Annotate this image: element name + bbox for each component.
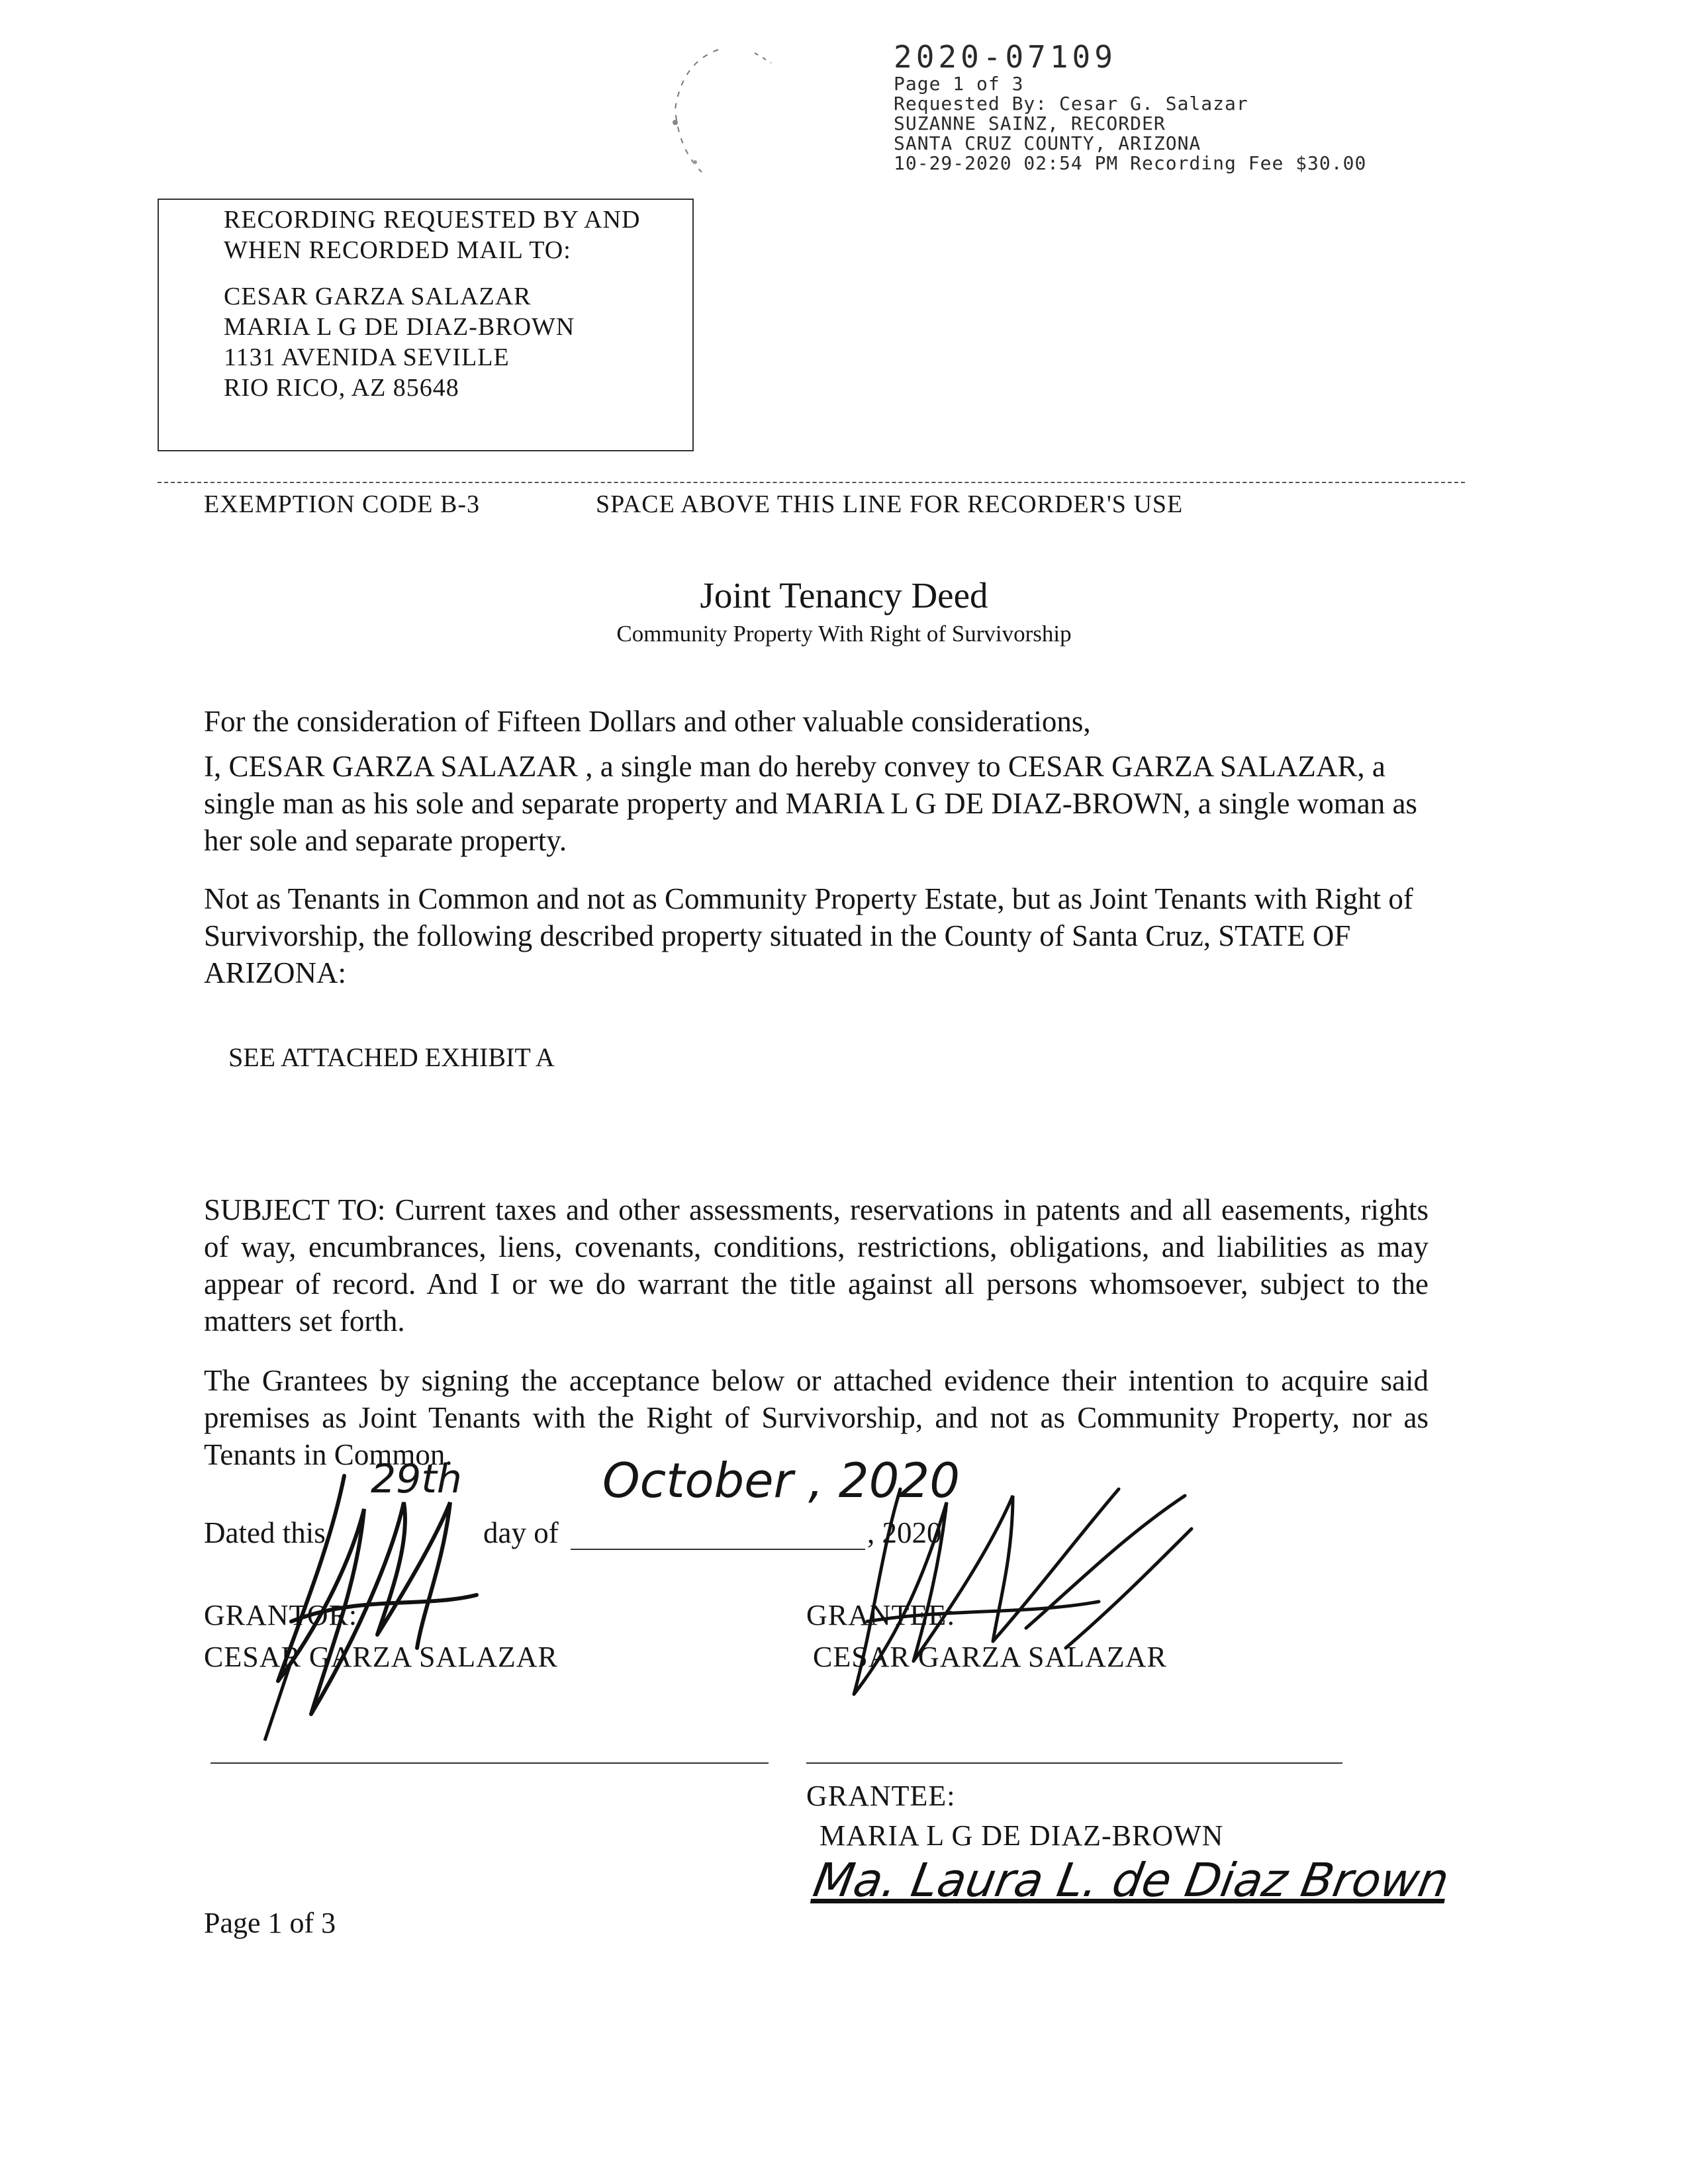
recorder-space-note: SPACE ABOVE THIS LINE FOR RECORDER'S USE [596, 490, 1184, 518]
mailing-street: 1131 AVENIDA SEVILLE [224, 343, 510, 371]
grantor-signature-line [211, 1762, 769, 1764]
grantee1-label: GRANTEE: [806, 1599, 956, 1631]
exhibit-reference: SEE ATTACHED EXHIBIT A [228, 1042, 555, 1072]
subject-to-text: SUBJECT TO: Current taxes and other assessments, reservations in patents and all easements, rights of way, encumbrances, liens, covenants, conditions, restrictions, obligations, and liabilities as may appear of record. And I or we do warrant the title against all persons whomsoever, subject to the matters set forth. [204, 1193, 1429, 1338]
handwritten-month: October , 2020 [602, 1453, 961, 1508]
dated-prefix: Dated this [204, 1516, 326, 1549]
tenancy-text: Not as Tenants in Common and not as Community Property Estate, but as Joint Tenants with Right of Survivorship, the following described property situated in the County of Santa Cruz, STATE OF ARIZONA: [204, 882, 1413, 989]
stamp-county: SANTA CRUZ COUNTY, ARIZONA [894, 132, 1201, 154]
consideration-text: For the consideration of Fifteen Dollars and other valuable considerations, [204, 705, 1091, 738]
recorder-space-divider [158, 482, 1465, 483]
grantees-statement: The Grantees by signing the acceptance below or attached evidence their intention to acquire said premises as Joint Tenants with the Right of Survivorship, and not as Community Property, nor as Tenants in Common. [204, 1364, 1429, 1471]
stamp-recorder: SUZANNE SAINZ, RECORDER [894, 113, 1166, 134]
grantee1-name: CESAR GARZA SALAZAR [813, 1641, 1167, 1673]
dated-day-suffix: day of [483, 1516, 559, 1549]
mailing-name-2: MARIA L G DE DIAZ-BROWN [224, 313, 575, 341]
exemption-code: EXEMPTION CODE B-3 [204, 490, 480, 518]
mailing-city: RIO RICO, AZ 85648 [224, 374, 459, 402]
recorder-seal-icon [655, 36, 794, 189]
stamp-page: Page 1 of 3 [894, 73, 1024, 95]
document-number: 2020-07109 [894, 39, 1117, 75]
mailing-address-box [158, 199, 694, 451]
handwritten-day: 29th [371, 1456, 462, 1502]
grantee2-name: MARIA L G DE DIAZ-BROWN [820, 1819, 1224, 1852]
deed-title: Joint Tenancy Deed [700, 575, 988, 615]
grantee2-signature-line [806, 1762, 1342, 1764]
grantor-label: GRANTOR: [204, 1599, 358, 1631]
grantee2-signature: Ma. Laura L. de Diaz Brown [809, 1853, 1453, 1907]
grantor-signature [252, 1463, 503, 1754]
mailing-header-2: WHEN RECORDED MAIL TO: [224, 236, 571, 264]
mailing-name-1: CESAR GARZA SALAZAR [224, 283, 532, 310]
deed-subtitle: Community Property With Right of Survivorship [616, 621, 1072, 647]
dated-year: , 2020 [867, 1516, 942, 1549]
grantor-name: CESAR GARZA SALAZAR [204, 1641, 558, 1673]
conveyance-text: I, CESAR GARZA SALAZAR , a single man do hereby convey to CESAR GARZA SALAZAR, a single man as his sole and separate property and MARIA L G DE DIAZ-BROWN, a single woman as her sole and separate property. [204, 750, 1417, 857]
stamp-recorded: 10-29-2020 02:54 PM Recording Fee $30.00 [894, 152, 1367, 174]
stamp-requested-by: Requested By: Cesar G. Salazar [894, 93, 1248, 114]
grantee2-label: GRANTEE: [806, 1780, 956, 1812]
grantee1-signature [814, 1476, 1211, 1741]
recorder-stamp [894, 41, 1366, 173]
mailing-header-1: RECORDING REQUESTED BY AND [224, 206, 641, 234]
footer-page-number: Page 1 of 3 [204, 1907, 336, 1939]
